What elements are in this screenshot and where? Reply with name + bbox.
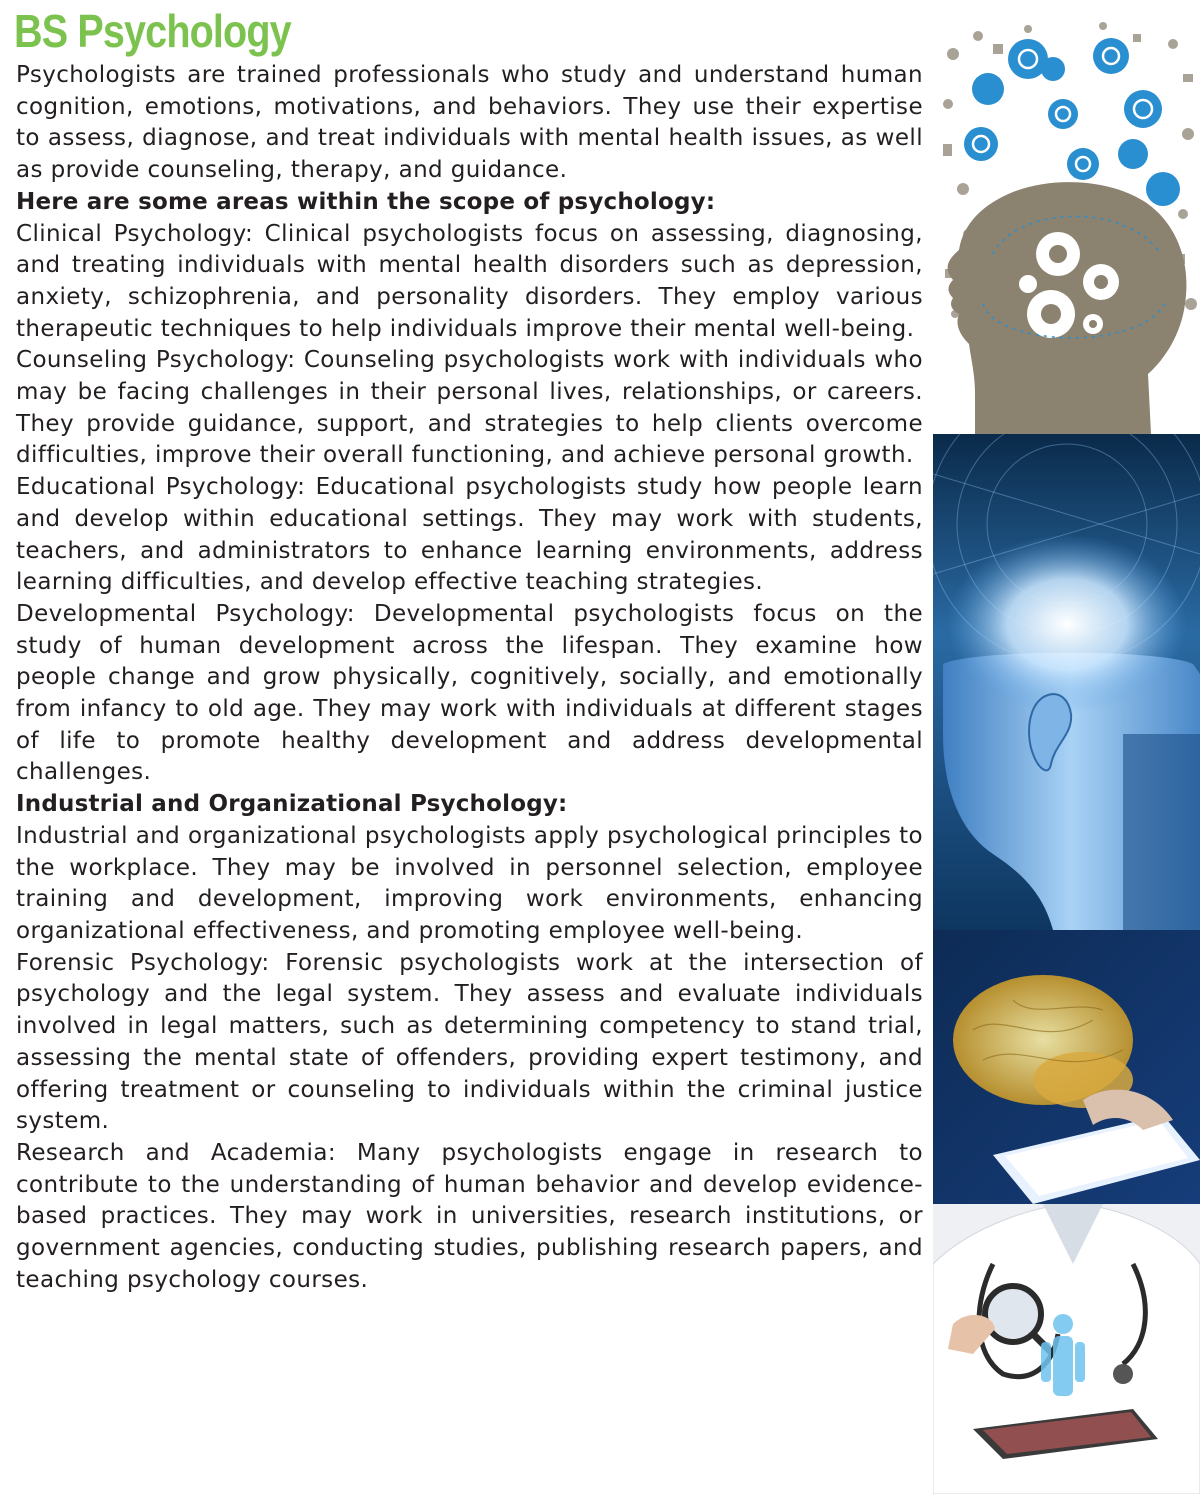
article-body	[16, 60, 923, 1296]
industrial-psychology-heading: Industrial and Organizational Psychology:	[16, 791, 568, 818]
blue-icon-circles	[964, 38, 1180, 206]
educational-psychology-paragraph: Educational Psychology: Educational psychologists study how people learn and develop within educational settings. They may work with students, teachers, and administrators to enhance learning environments, address learning difficulties, and develop effective teaching strategies.	[16, 474, 923, 596]
holographic-brain-image	[933, 930, 1200, 1204]
glowing-head-ear-image	[933, 434, 1200, 930]
industrial-psychology-paragraph: Industrial and organizational psychologists apply psychological principles to the workplace. They may be involved in personnel selection, employee training and development, improving work environments, enhancing organizational effectiveness, and promoting employee well-being.	[16, 822, 923, 944]
forensic-psychology-paragraph: Forensic Psychology: Forensic psychologists work at the intersection of psychology and the legal system. They assess and evaluate individuals involved in legal matters, such as determining competency to stand trial, assessing the mental state of offenders, providing expert testimony, and offering treatment or counseling to individuals within the criminal justice system.	[16, 949, 923, 1135]
clinical-psychology-paragraph: Clinical Psychology: Clinical psychologists focus on assessing, diagnosing, and treating individuals with mental health disorders such as depression, anxiety, schizophrenia, and personality disorders. They employ various therapeutic techniques to help individuals improve their mental well-being.	[16, 220, 923, 342]
intro-paragraph: Psychologists are trained professionals who study and understand human cognition, emotions, motivations, and behaviors. They use their expertise to assess, diagnose, and treat individuals with mental health issues, as well as provide counseling, therapy, and guidance.	[16, 62, 923, 184]
developmental-psychology-paragraph: Developmental Psychology: Developmental psychologists focus on the study of human development across the lifespan. They examine how people change and grow physically, cognitively, socially, and emotionally from infancy to old age. They may work with individuals at different stages of life to promote healthy development and address developmental challenges.	[16, 600, 923, 786]
illustration-column	[933, 0, 1200, 1494]
light-burst	[947, 534, 1187, 714]
areas-heading: Here are some areas within the scope of psychology:	[16, 188, 716, 215]
head-gears-illustration	[933, 14, 1200, 434]
page-title: BS Psychology	[14, 5, 291, 57]
doctor-stethoscope-image	[933, 1204, 1200, 1494]
counseling-psychology-paragraph: Counseling Psychology: Counseling psychologists work with individuals who may be facing challenges in their personal lives, relationships, or careers. They provide guidance, support, and strategies to help clients overcome difficulties, improve their overall functioning, and achieve personal growth.	[16, 347, 923, 469]
research-academia-paragraph: Research and Academia: Many psychologists engage in research to contribute to the understanding of human behavior and develop evidence-based practices. They may work in universities, research institutions, or government agencies, conducting studies, publishing research papers, and teaching psychology courses.	[16, 1139, 923, 1293]
